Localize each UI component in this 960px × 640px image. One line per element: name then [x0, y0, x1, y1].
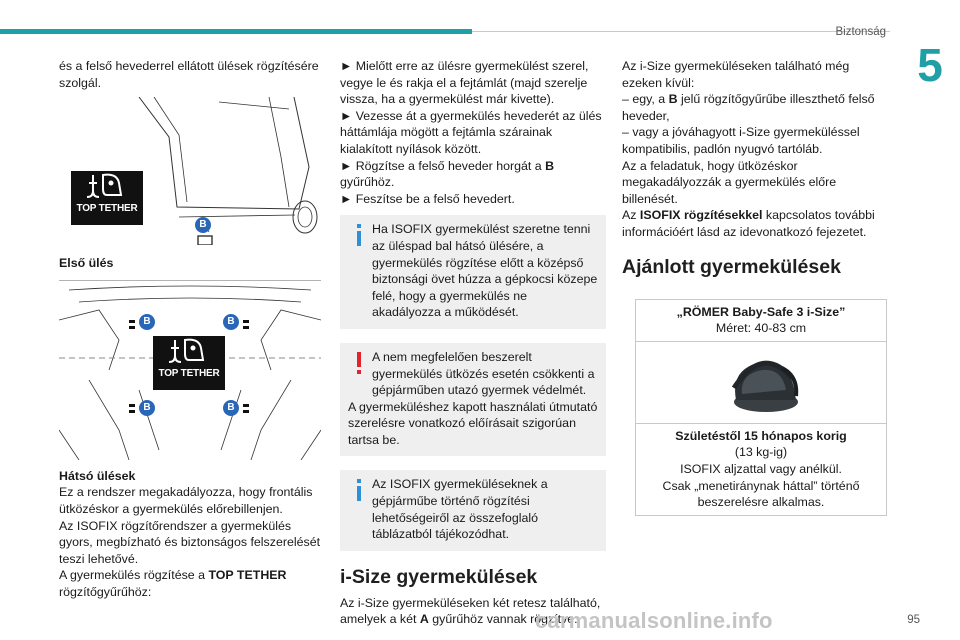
step-3-text-end: gyűrűhöz. — [340, 175, 395, 190]
item-1-text: – egy, a — [622, 92, 669, 107]
marker-b-rear-left — [139, 400, 155, 416]
marker-b-front-left — [139, 314, 155, 330]
ref-bold: ISOFIX rögzítésekkel — [639, 208, 763, 223]
isize-heading: i-Size gyermekülések — [340, 565, 538, 588]
step-1: ► Mielőtt erre az ülésre gyermekülést szerel, vegye le és rakja el a fejtámlát (majd szerelje vissza, ha a gyermekülést már kivette). — [340, 59, 589, 107]
seat-direction: Csak „menetiránynak háttal” történő beszerelésre alkalmas. — [662, 478, 860, 510]
marker-b-label: B — [227, 315, 235, 327]
chapter-number: 5 — [917, 39, 943, 91]
isize-p-text-end: gyűrűhöz vannak rögzítve. — [428, 612, 578, 627]
top-tether-badge — [71, 171, 143, 225]
marker-b-label: B — [143, 401, 151, 413]
step-3 — [340, 158, 606, 191]
baby-carrier-image — [722, 348, 802, 418]
rear-p3-bold: TOP TETHER — [208, 568, 287, 583]
marker-b-front-right — [223, 314, 239, 330]
rear-p3-text: A gyermekülés rögzítése a — [59, 568, 209, 583]
warning-icon — [352, 352, 366, 374]
column-left — [59, 58, 321, 601]
child-seat-anchor-icon — [169, 336, 209, 368]
isize-extra-intro: Az i-Size gyermeküléseken található még ezeken kívül: — [622, 59, 850, 90]
isize-extra-item-2: – vagy a jóváhagyott i-Size gyermeküléssel kompatibilis, padlón nyugvó tartóláb. — [622, 125, 860, 156]
marker-b-label: B — [199, 219, 207, 231]
ref-text: Az — [622, 208, 640, 223]
column-middle — [340, 58, 606, 628]
seat-size: Méret: 40-83 cm — [715, 321, 807, 336]
warning-note — [340, 343, 606, 457]
marker-b-label: B — [143, 315, 151, 327]
table-row-model — [636, 300, 886, 342]
ref-text-end: kapcsolatos további információért lásd az idevonatkozó fejezetet. — [622, 208, 875, 239]
seat-weight: (13 kg-ig) — [734, 445, 788, 460]
step-3-text: ► Rögzítse a felső heveder horgát a — [340, 158, 546, 173]
top-tether-badge-rear — [153, 336, 225, 390]
info-note-isofix-table — [340, 470, 606, 550]
rear-p3-text-end: rögzítőgyűrűhöz: — [59, 584, 152, 599]
step-3-bold: B — [545, 158, 555, 173]
item-1-text-end: jelű rögzítőgyűrűbe illeszthető felső heveder, — [622, 92, 875, 123]
headrest-tether-illustration — [59, 97, 321, 245]
page-number: 95 — [907, 614, 920, 626]
marker-b-label: B — [227, 401, 235, 413]
info-icon — [352, 224, 366, 246]
seat-base: ISOFIX aljzattal vagy anélkül. — [680, 461, 842, 476]
info-icon — [352, 479, 366, 501]
rear-seats-p2: Az ISOFIX rögzítőrendszer a gyermekülés gyors, megbízható és biztonságos felszerelését teszi lehetővé. — [59, 518, 321, 566]
isize-p-bold: A — [419, 612, 429, 627]
header-accent-bar — [0, 29, 472, 34]
isofix-reference — [622, 207, 888, 240]
table-row-image — [636, 342, 886, 424]
rear-seats-title: Hátsó ülések — [59, 468, 136, 483]
info-note-1-text: Ha ISOFIX gyermekülést szeretne tenni az üléspad bal hátsó ülésére, a gyermekülés rögzítése előtt a középső biztonsági övet húzza a gépkocsi közepe felé, hogy a gyermekülés ne akadályozza a működését. — [372, 222, 598, 320]
front-seat-label: Első ülés — [59, 256, 114, 271]
step-4: ► Feszítse be a felső hevedert. — [340, 191, 515, 206]
rear-seats-illustration — [59, 280, 321, 460]
rear-seats-p1: Ez a rendszer megakadályozza, hogy frontális ütközéskor a gyermekülés előrebillenjen. — [59, 485, 313, 516]
seat-model: „RÖMER Baby-Safe 3 i-Size” — [676, 304, 846, 319]
section-title: Biztonság — [835, 26, 886, 38]
column-right — [622, 58, 888, 516]
intro-text: és a felső hevederrel ellátott ülések rögzítésére szolgál. — [59, 59, 319, 90]
warning-text-2: A gyermeküléshez kapott használati útmutató szerelésre vonatkozó előírásait szigorúan tartsa be. — [348, 399, 598, 447]
rear-seats-p3 — [59, 567, 321, 600]
child-seat-anchor-icon — [87, 171, 127, 203]
info-note-isofix-left — [340, 215, 606, 329]
warning-text-1: A nem megfelelően beszerelt gyermekülés ütközés esetén csökkenti a gépjárműben utazó gyermek védelmét. — [372, 349, 595, 398]
recommended-seat-table — [635, 299, 887, 516]
top-tether-badge-text: TOP TETHER — [76, 203, 138, 215]
isize-extra-item-1 — [622, 91, 888, 124]
isize-p-text: Az i-Size gyermeküléseken két retesz található, amelyek a két — [340, 595, 601, 627]
step-2: ► Vezesse át a gyermekülés hevederét az ülés háttámlája mögött a fejtámla szárainak kialakított nyílások között. — [340, 108, 602, 156]
marker-b-rear-right — [223, 400, 239, 416]
seat-age: Születéstől 15 hónapos korig — [675, 428, 847, 443]
isize-purpose: Az a feladatuk, hogy ütközéskor megakadályozzák a gyermekülés előre billenését. — [622, 158, 837, 206]
watermark: carmanualsonline.info — [535, 608, 773, 633]
table-row-details — [636, 424, 886, 515]
item-1-bold: B — [668, 92, 678, 107]
recommended-heading: Ajánlott gyermekülések — [622, 255, 841, 278]
top-tether-badge-text: TOP TETHER — [158, 367, 220, 379]
info-note-2-text: Az ISOFIX gyermeküléseknek a gépjárműbe történő rögzítési lehetőségeiről az összefoglaló táblázatból tájékozódhat. — [372, 477, 548, 542]
